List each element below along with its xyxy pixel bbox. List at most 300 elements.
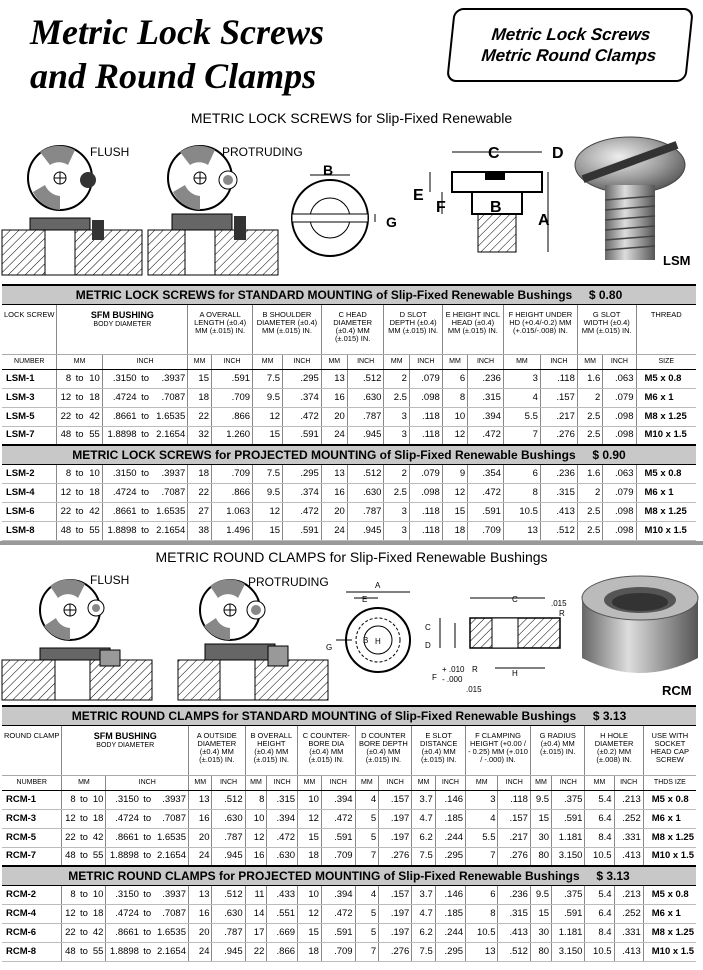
table-row [2, 828, 696, 847]
unit-cell: NUMBER [2, 354, 57, 369]
table-cell: .3150 [106, 790, 141, 809]
lsm-projected-band [2, 445, 696, 464]
table-row [2, 904, 696, 923]
table-cell: 10 [298, 885, 322, 904]
table-cell: .413 [498, 923, 530, 942]
table-cell: .669 [267, 923, 298, 942]
table-cell: .063 [603, 369, 636, 388]
unit-cell: INCH [283, 354, 322, 369]
table-cell: .276 [379, 942, 412, 961]
table-cell: .098 [603, 407, 636, 426]
dim-b-top: B [323, 162, 334, 178]
table-cell: 2 [384, 369, 409, 388]
hdr-sfm [57, 304, 188, 354]
unit-cell: MM [412, 775, 435, 790]
table-cell: .3150 [102, 464, 138, 483]
range-to: to [139, 483, 152, 502]
table-cell: 5 [355, 904, 379, 923]
unit-cell: MM [298, 775, 322, 790]
table-cell: 5.5 [466, 828, 498, 847]
table-cell: .472 [283, 502, 322, 521]
lsm-photo [575, 137, 685, 260]
unit-cell: THDS IZE [643, 775, 696, 790]
lsm-standard-rows [2, 369, 696, 445]
table-cell: .512 [540, 521, 577, 540]
lock-screw-diagrams [0, 130, 703, 280]
table-cell: 13 [189, 885, 212, 904]
table-row [2, 923, 696, 942]
tol-minus: - .000 [442, 675, 463, 684]
dim-e-clamp: E [362, 595, 368, 604]
table-cell: 8 [62, 885, 78, 904]
hdr-sfm-sub: BODY DIAMETER [93, 320, 152, 328]
table-cell: .244 [435, 828, 465, 847]
table-cell: .315 [540, 483, 577, 502]
thread-size: M6 x 1 [643, 904, 696, 923]
table-cell: 6.2 [412, 828, 435, 847]
table-cell: .866 [267, 942, 298, 961]
page-title [30, 10, 324, 98]
hdr-sfm [62, 725, 189, 775]
title-line-2: and Round Clamps [30, 56, 317, 96]
table-cell: 13 [321, 464, 347, 483]
unit-cell: MM [321, 354, 347, 369]
table-cell: .315 [468, 388, 504, 407]
table-cell: 18 [188, 464, 212, 483]
hdr-d: D COUNTER BORE DEPTH (±0.4) MM (±.015) IN. [355, 725, 412, 775]
table-cell: 55 [90, 847, 106, 866]
table-cell: .8661 [106, 828, 141, 847]
table-cell: 24 [189, 942, 212, 961]
table-cell: 1.063 [212, 502, 253, 521]
table-cell: .472 [267, 828, 298, 847]
table-cell: 1.8898 [102, 521, 138, 540]
table-cell: 42 [86, 407, 102, 426]
table-cell: 1.181 [552, 828, 585, 847]
badge-line-2: Metric Round Clamps [480, 46, 658, 65]
thread-size: M10 x 1.5 [636, 521, 696, 540]
table-cell: .197 [379, 904, 412, 923]
range-to: to [78, 942, 90, 961]
table-cell: 12 [442, 483, 467, 502]
rcm-projected-band [2, 866, 696, 885]
range-to: to [139, 426, 152, 445]
unit-cell: INCH [347, 354, 384, 369]
table-row [2, 464, 696, 483]
dim-e: E [413, 187, 424, 204]
dim-d-clamp: D [425, 641, 431, 650]
table-cell: 7 [355, 847, 379, 866]
table-cell: .118 [409, 407, 442, 426]
rcm-table [2, 705, 696, 962]
rcm-standard-rows [2, 790, 696, 866]
table-cell: 1.6535 [151, 407, 187, 426]
range-to: to [73, 388, 86, 407]
table-cell: 13 [321, 369, 347, 388]
table-cell: 10 [90, 790, 106, 809]
category-badge [446, 8, 694, 82]
table-cell: 10.5 [585, 847, 614, 866]
table-cell: 38 [188, 521, 212, 540]
table-cell: .3937 [153, 885, 188, 904]
table-row [2, 847, 696, 866]
table-cell: .118 [409, 426, 442, 445]
table-cell: 5.4 [585, 790, 614, 809]
table-cell: 16 [189, 809, 212, 828]
table-cell: 15 [442, 502, 467, 521]
thread-size: M10 x 1.5 [643, 847, 696, 866]
table-cell: 16 [245, 847, 267, 866]
table-cell: 5 [355, 828, 379, 847]
table-cell: .295 [283, 464, 322, 483]
table-cell: .433 [267, 885, 298, 904]
table-cell: 2.5 [577, 502, 602, 521]
unit-cell: MM [442, 354, 467, 369]
tol-015-2: .015 [466, 685, 482, 694]
title-line-1: Metric Lock Screws [30, 12, 324, 52]
range-to: to [141, 942, 153, 961]
table-cell: 2 [384, 464, 409, 483]
table-cell: .551 [267, 904, 298, 923]
rcm-projected-rows [2, 885, 696, 961]
table-cell: 10 [298, 790, 322, 809]
dim-f-clamp: F [432, 673, 437, 682]
table-cell: 8 [442, 388, 467, 407]
table-cell: .7087 [151, 483, 187, 502]
table-cell: 22 [62, 923, 78, 942]
table-cell: 2.5 [384, 483, 409, 502]
hdr-e: E HEIGHT INCL HEAD (±0.4) MM (±.015) IN. [442, 304, 503, 354]
table-cell: 6.4 [585, 904, 614, 923]
part-number: RCM-4 [2, 904, 62, 923]
rcm-standard-price: $ 3.13 [592, 708, 627, 723]
thread-size: M8 x 1.25 [636, 407, 696, 426]
unit-cell: INCH [614, 775, 643, 790]
clamp-protruding-section [178, 644, 328, 700]
part-number: LSM-7 [2, 426, 57, 445]
dim-a-clamp: A [375, 581, 381, 590]
table-cell: 9.5 [530, 790, 551, 809]
table-cell: .787 [347, 502, 384, 521]
range-to: to [141, 790, 153, 809]
table-cell: 1.6535 [153, 828, 188, 847]
unit-cell: MM [355, 775, 379, 790]
range-to: to [73, 502, 86, 521]
rcm-photo [582, 576, 698, 673]
rcm-header-row [2, 725, 696, 775]
table-cell: 55 [86, 521, 102, 540]
table-cell: .7087 [151, 388, 187, 407]
unit-cell: MM [503, 354, 540, 369]
range-to: to [73, 426, 86, 445]
clamp-flush-top-view [40, 579, 104, 640]
table-cell: .709 [321, 942, 355, 961]
table-cell: 7 [503, 426, 540, 445]
table-cell: 16 [321, 483, 347, 502]
rcm-projected-title: METRIC ROUND CLAMPS for PROJECTED MOUNTING of Slip-Fixed Renewable Bushings [68, 868, 580, 883]
table-cell: .394 [321, 790, 355, 809]
table-cell: 5 [355, 809, 379, 828]
table-cell: .591 [552, 904, 585, 923]
unit-cell: INCH [468, 354, 504, 369]
table-cell: .591 [283, 521, 322, 540]
table-cell: 3.150 [552, 942, 585, 961]
table-cell: 10.5 [585, 942, 614, 961]
table-cell: 48 [62, 847, 78, 866]
table-cell: .866 [212, 407, 253, 426]
table-cell: 2.5 [384, 388, 409, 407]
range-to: to [141, 847, 153, 866]
table-row [2, 388, 696, 407]
table-cell: .374 [283, 483, 322, 502]
table-cell: .945 [212, 847, 245, 866]
table-cell: 55 [86, 426, 102, 445]
hdr-a: A OVERALL LENGTH (±0.4) MM (±.015) IN. [188, 304, 253, 354]
table-cell: 80 [530, 942, 551, 961]
table-cell: 55 [90, 942, 106, 961]
table-cell: .866 [212, 483, 253, 502]
unit-cell: MM [585, 775, 614, 790]
clamp-flush-label: FLUSH [90, 573, 130, 587]
table-cell: 3 [466, 790, 498, 809]
table-cell: .079 [409, 464, 442, 483]
table-cell: .630 [347, 483, 384, 502]
table-cell: 10 [86, 369, 102, 388]
table-cell: 1.6 [577, 369, 602, 388]
table-cell: .157 [379, 885, 412, 904]
thread-size: M10 x 1.5 [643, 942, 696, 961]
table-cell: 1.6 [577, 464, 602, 483]
flush-top-view [28, 146, 96, 210]
thread-size: M8 x 1.25 [643, 828, 696, 847]
range-to: to [141, 828, 153, 847]
table-cell: .709 [212, 464, 253, 483]
lsm-units-row [2, 354, 696, 369]
unit-cell: INCH [498, 775, 530, 790]
table-cell: 18 [298, 942, 322, 961]
unit-cell: MM [577, 354, 602, 369]
table-cell: .118 [540, 369, 577, 388]
unit-cell: INCH [552, 775, 585, 790]
table-cell: .118 [409, 502, 442, 521]
table-cell: .787 [212, 828, 245, 847]
part-number: LSM-2 [2, 464, 57, 483]
hdr-f: F HEIGHT UNDER HD (+0.4/-0.2) MM (+.015/-.008) IN. [503, 304, 577, 354]
unit-cell: MM [62, 775, 106, 790]
table-cell: 5.4 [585, 885, 614, 904]
table-cell: .331 [614, 923, 643, 942]
rcm-photo-label: RCM [662, 683, 692, 698]
hdr-c: C HEAD DIAMETER (±0.4) MM (±.015) IN. [321, 304, 384, 354]
table-cell: 30 [530, 828, 551, 847]
table-cell: 15 [530, 809, 551, 828]
unit-cell: MM [245, 775, 267, 790]
table-cell: 22 [188, 483, 212, 502]
table-cell: .146 [435, 885, 465, 904]
table-row [2, 885, 696, 904]
badge-line-1: Metric Lock Screws [490, 25, 652, 44]
table-cell: .315 [267, 790, 298, 809]
table-cell: .3937 [153, 790, 188, 809]
unit-cell: INCH [212, 775, 245, 790]
range-to: to [139, 521, 152, 540]
unit-cell: MM [253, 354, 283, 369]
table-cell: 18 [188, 388, 212, 407]
table-row [2, 809, 696, 828]
table-cell: 4.7 [412, 904, 435, 923]
unit-cell: INCH [106, 775, 189, 790]
table-cell: 1.8898 [102, 426, 138, 445]
table-cell: .295 [435, 942, 465, 961]
unit-cell: MM [189, 775, 212, 790]
range-to: to [139, 388, 152, 407]
thread-size: M6 x 1 [636, 483, 696, 502]
protruding-label: PROTRUDING [222, 145, 303, 159]
thread-size: M5 x 0.8 [636, 369, 696, 388]
unit-cell: INCH [409, 354, 442, 369]
thread-size: M5 x 0.8 [643, 885, 696, 904]
table-cell: 7 [466, 847, 498, 866]
table-cell: 6.4 [585, 809, 614, 828]
table-cell: 2 [577, 483, 602, 502]
table-cell: .157 [379, 790, 412, 809]
hdr-part: ROUND CLAMP [2, 725, 62, 775]
unit-cell: INCH [267, 775, 298, 790]
dim-a: A [538, 212, 550, 229]
table-cell: .413 [614, 847, 643, 866]
table-cell: 16 [321, 388, 347, 407]
table-cell: 5.5 [503, 407, 540, 426]
part-number: LSM-3 [2, 388, 57, 407]
part-number: RCM-7 [2, 847, 62, 866]
flush-label: FLUSH [90, 145, 130, 159]
range-to: to [141, 923, 153, 942]
table-cell: 14 [245, 904, 267, 923]
clamp-protruding-label: PROTRUDING [248, 575, 329, 589]
table-cell: .276 [379, 847, 412, 866]
table-cell: 18 [442, 521, 467, 540]
dim-b-clamp: B [363, 636, 369, 645]
table-cell: .945 [347, 521, 384, 540]
lsm-projected-price: $ 0.90 [592, 447, 626, 462]
table-cell: .374 [283, 388, 322, 407]
table-cell: 10 [90, 885, 106, 904]
hdr-c: C COUNTER-BORE DIA (±0.4) MM (±.015) IN. [298, 725, 356, 775]
table-cell: .709 [321, 847, 355, 866]
table-cell: 13 [189, 790, 212, 809]
table-cell: 4 [355, 885, 379, 904]
table-cell: .512 [498, 942, 530, 961]
table-cell: 48 [57, 426, 73, 445]
range-to: to [73, 521, 86, 540]
table-cell: 17 [245, 923, 267, 942]
table-cell: 1.496 [212, 521, 253, 540]
unit-cell: INCH [212, 354, 253, 369]
table-cell: .472 [283, 407, 322, 426]
table-cell: 10.5 [503, 502, 540, 521]
table-cell: 30 [530, 923, 551, 942]
table-cell: 22 [57, 502, 73, 521]
table-cell: .591 [321, 828, 355, 847]
table-cell: .394 [468, 407, 504, 426]
tol-r: R [559, 609, 565, 618]
table-cell: 20 [189, 923, 212, 942]
table-cell: 8 [57, 369, 73, 388]
unit-cell: MM [57, 354, 102, 369]
table-cell: .394 [321, 885, 355, 904]
table-cell: 32 [188, 426, 212, 445]
table-cell: 27 [188, 502, 212, 521]
table-cell: .213 [614, 885, 643, 904]
part-number: LSM-6 [2, 502, 57, 521]
table-cell: 8 [466, 904, 498, 923]
table-cell: 22 [62, 828, 78, 847]
dim-d: D [552, 145, 564, 162]
hdr-g: G SLOT WIDTH (±0.4) MM (±.015) IN. [577, 304, 636, 354]
table-cell: .236 [498, 885, 530, 904]
table-cell: 15 [298, 828, 322, 847]
dim-h-clamp: H [512, 669, 518, 678]
rcm-standard-title: METRIC ROUND CLAMPS for STANDARD MOUNTING of Slip-Fixed Renewable Bushings [71, 708, 577, 723]
hdr-e: E SLOT DISTANCE (±0.4) MM (±.015) IN. [412, 725, 466, 775]
table-cell: 3.7 [412, 790, 435, 809]
table-cell: 8 [503, 483, 540, 502]
table-cell: .4724 [102, 388, 138, 407]
table-cell: .3150 [102, 369, 138, 388]
table-row [2, 407, 696, 426]
unit-cell: INCH [321, 775, 355, 790]
table-cell: 3 [384, 521, 409, 540]
table-cell: 7 [355, 942, 379, 961]
table-cell: 4 [466, 809, 498, 828]
table-cell: .7087 [153, 904, 188, 923]
table-cell: 12 [57, 388, 73, 407]
table-cell: .709 [212, 388, 253, 407]
table-cell: .630 [212, 809, 245, 828]
table-cell: 22 [188, 407, 212, 426]
table-cell: 8.4 [585, 828, 614, 847]
range-to: to [73, 464, 86, 483]
unit-cell: MM [466, 775, 498, 790]
table-cell: .315 [498, 904, 530, 923]
table-cell: 6 [442, 369, 467, 388]
table-cell: .512 [212, 885, 245, 904]
table-cell: .098 [409, 388, 442, 407]
screw-side-view-drawing [430, 152, 548, 252]
table-cell: 7.5 [253, 464, 283, 483]
table-cell: .630 [347, 388, 384, 407]
table-cell: 12 [62, 809, 78, 828]
table-cell: 24 [321, 521, 347, 540]
table-cell: .098 [603, 502, 636, 521]
table-cell: 12 [57, 483, 73, 502]
thread-size: M10 x 1.5 [636, 426, 696, 445]
clamp-dim-top-view [336, 592, 410, 672]
range-to: to [78, 923, 90, 942]
table-cell: .354 [468, 464, 504, 483]
table-cell: 4 [355, 790, 379, 809]
table-cell: .472 [321, 904, 355, 923]
clamp-dim-side-view [440, 598, 560, 668]
range-to: to [78, 828, 90, 847]
table-cell: .3937 [151, 369, 187, 388]
table-cell: .063 [603, 464, 636, 483]
table-cell: 9 [442, 464, 467, 483]
hdr-g: G RADIUS (±0.4) MM (±.015) IN. [530, 725, 585, 775]
dim-g: G [386, 214, 397, 230]
table-cell: .375 [552, 790, 585, 809]
table-cell: 7.5 [253, 369, 283, 388]
